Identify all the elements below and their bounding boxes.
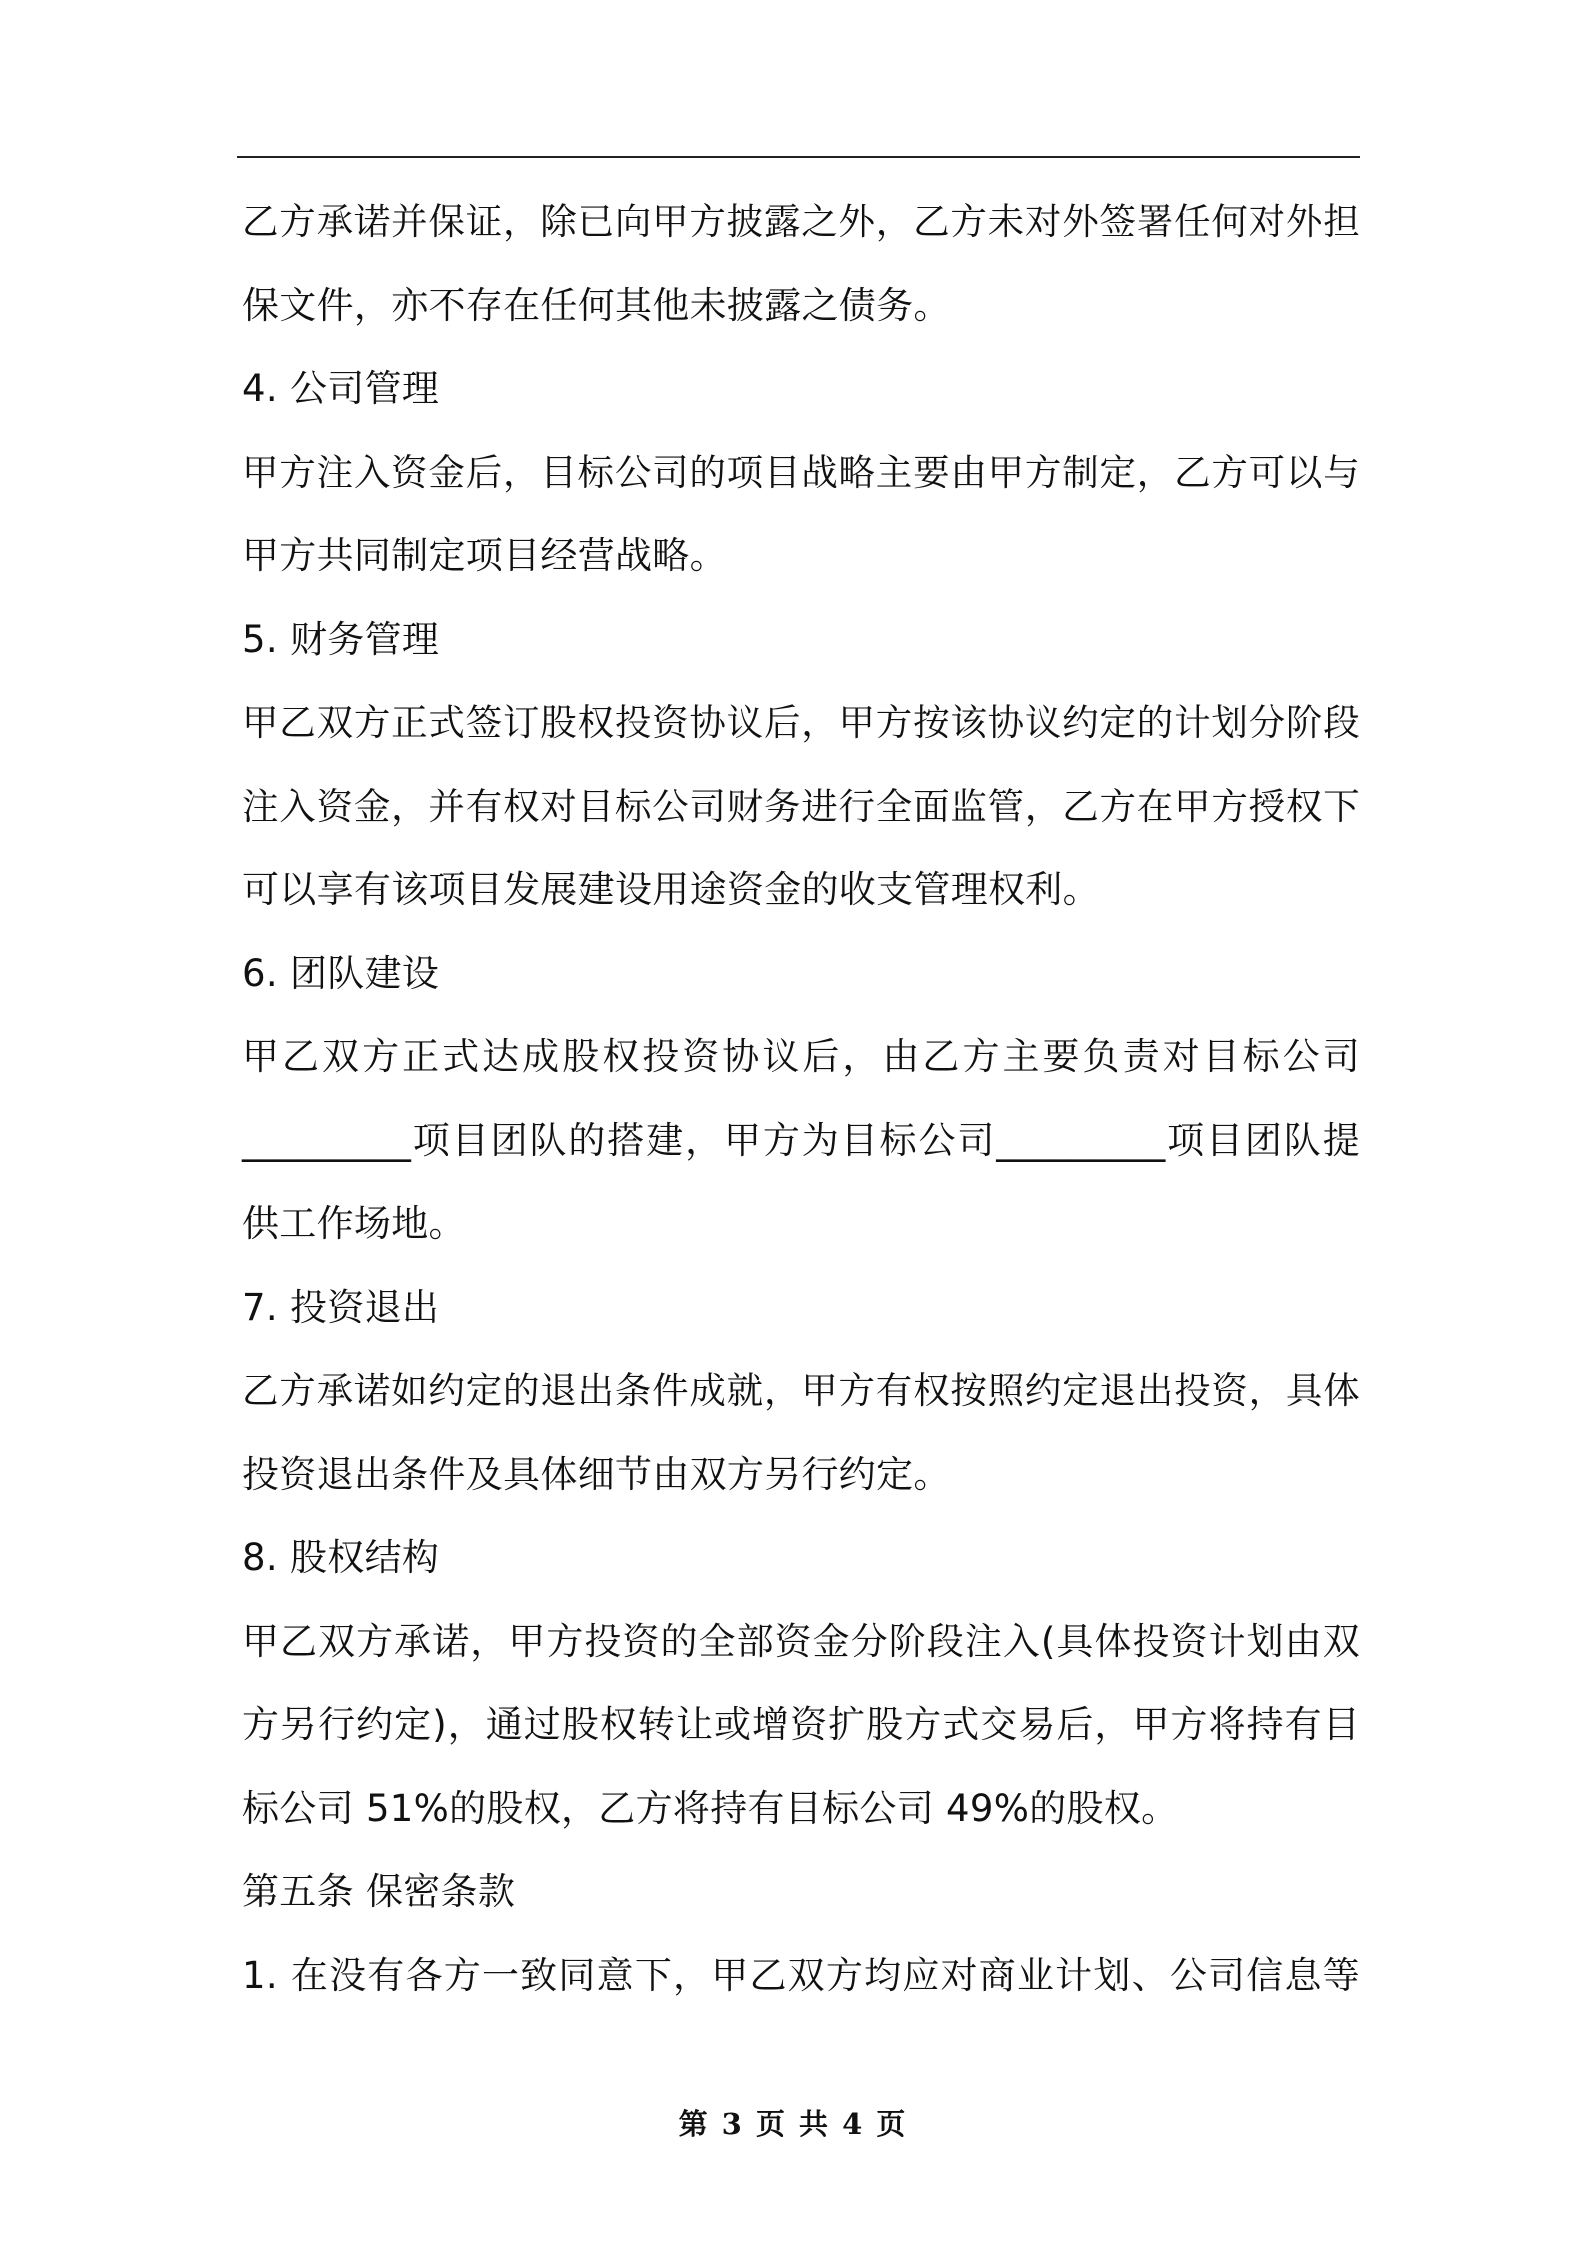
section-heading: 5. 财务管理 xyxy=(242,617,440,661)
article-heading: 第五条 保密条款 xyxy=(242,1870,516,1913)
text-line: 甲方共同制定项目经营战略。 xyxy=(242,534,727,577)
header-rule xyxy=(237,156,1360,158)
text-line: _________项目团队的搭建，甲方为目标公司_________项目团队提 xyxy=(242,1118,1360,1162)
text-line: 方另行约定)，通过股权转让或增资扩股方式交易后，甲方将持有目 xyxy=(242,1703,1360,1746)
text-line: 乙方承诺并保证，除已向甲方披露之外，乙方未对外签署任何对外担 xyxy=(242,200,1360,243)
text-line: 可以享有该项目发展建设用途资金的收支管理权利。 xyxy=(242,868,1100,911)
text-line: 甲乙双方正式达成股权投资协议后，由乙方主要负责对目标公司 xyxy=(242,1035,1360,1078)
text-line: 甲方注入资金后，目标公司的项目战略主要由甲方制定，乙方可以与 xyxy=(242,450,1360,494)
text-line: 标公司 51%的股权，乙方将持有目标公司 49%的股权。 xyxy=(242,1786,1179,1830)
text-line: 投资退出条件及具体细节由双方另行约定。 xyxy=(242,1452,951,1496)
page-number-footer: 第 3 页 共 4 页 xyxy=(678,2107,908,2141)
text-line: 甲乙双方正式签订股权投资协议后，甲方按该协议约定的计划分阶段 xyxy=(242,701,1360,744)
text-line: 保文件，亦不存在任何其他未披露之债务。 xyxy=(242,283,951,327)
section-heading: 8. 股权结构 xyxy=(242,1536,440,1579)
section-heading: 6. 团队建设 xyxy=(242,951,440,995)
text-line: 供工作场地。 xyxy=(242,1202,466,1245)
text-line: 乙方承诺如约定的退出条件成就，甲方有权按照约定退出投资，具体 xyxy=(242,1369,1360,1412)
text-line: 注入资金，并有权对目标公司财务进行全面监管，乙方在甲方授权下 xyxy=(242,784,1360,828)
section-heading: 4. 公司管理 xyxy=(242,367,440,410)
section-heading: 7. 投资退出 xyxy=(242,1285,440,1329)
text-line: 甲乙双方承诺，甲方投资的全部资金分阶段注入(具体投资计划由双 xyxy=(242,1619,1360,1663)
text-line: 1. 在没有各方一致同意下，甲乙双方均应对商业计划、公司信息等 xyxy=(242,1953,1360,1997)
